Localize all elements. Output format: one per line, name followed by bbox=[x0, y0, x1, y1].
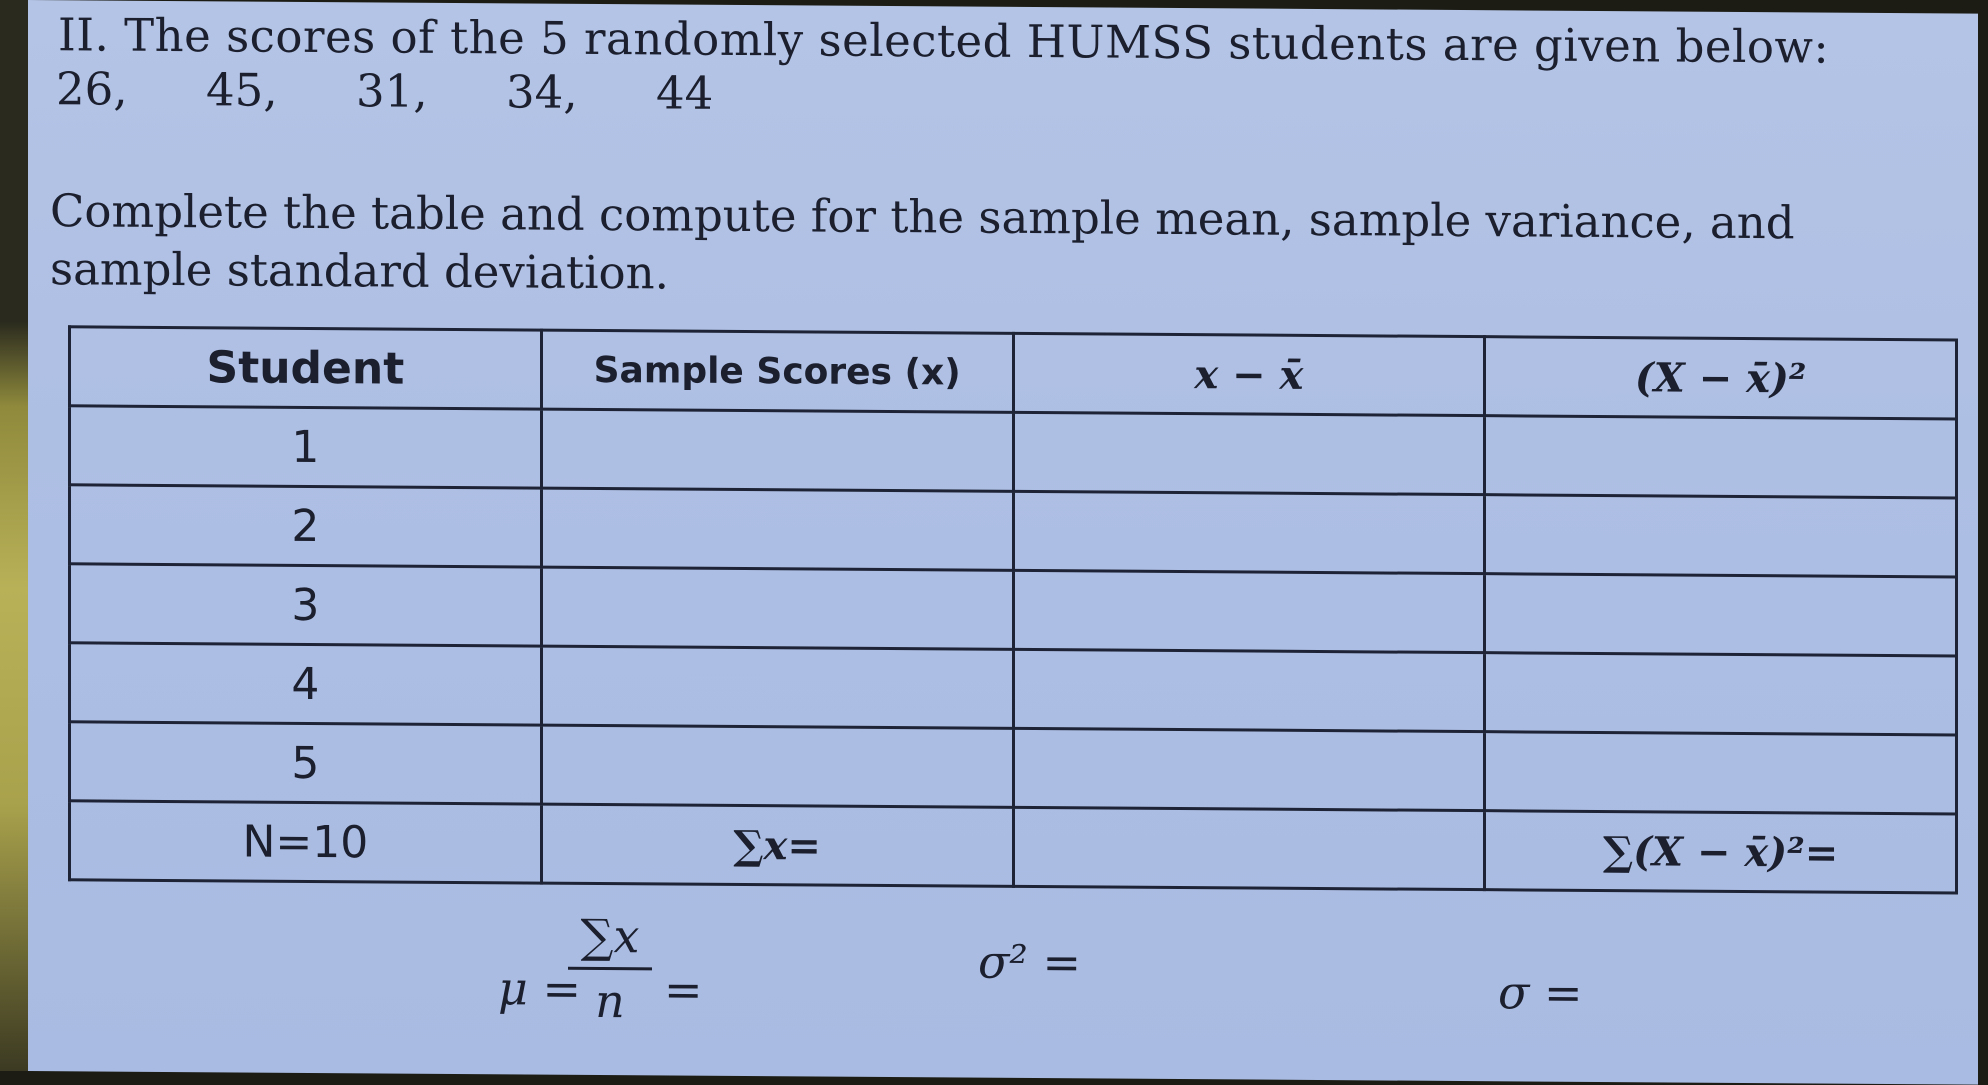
mean-numerator: ∑x bbox=[568, 909, 652, 971]
sample-score-cell[interactable] bbox=[541, 409, 1013, 491]
score-value: 26, bbox=[56, 62, 128, 116]
header-sample-scores: Sample Scores (x) bbox=[541, 330, 1013, 412]
std-dev-formula: σ = bbox=[1498, 965, 1583, 1020]
student-number: 1 bbox=[70, 406, 542, 488]
score-list bbox=[56, 62, 806, 120]
mean-formula-lhs: μ = bbox=[498, 961, 582, 1016]
mean-formula-rhs: = bbox=[664, 962, 703, 1017]
table-row bbox=[70, 485, 1957, 577]
score-value: 31, bbox=[356, 64, 428, 118]
header-student: Student bbox=[70, 327, 542, 409]
instructions: Complete the table and compute for the sample mean, sample variance, and sample standard deviation. bbox=[50, 184, 1795, 300]
deviation-cell[interactable] bbox=[1013, 649, 1485, 731]
mean-fraction bbox=[568, 909, 652, 1029]
sample-size-label: N=10 bbox=[70, 801, 542, 883]
footer-empty-cell bbox=[1013, 807, 1485, 889]
student-number: 2 bbox=[70, 485, 542, 567]
table-row bbox=[70, 722, 1957, 814]
header-squared-deviation: (X − x̄)² bbox=[1485, 337, 1957, 419]
question-title: II. The scores of the 5 randomly selected HUMSS students are given below: bbox=[58, 8, 1830, 74]
table-row bbox=[70, 406, 1957, 498]
table-footer-row bbox=[70, 801, 1957, 893]
student-number: 3 bbox=[70, 564, 542, 646]
squared-deviation-cell[interactable] bbox=[1485, 653, 1957, 735]
score-value: 34, bbox=[506, 65, 578, 119]
squared-deviation-cell[interactable] bbox=[1485, 574, 1957, 656]
score-value: 45, bbox=[206, 63, 278, 117]
deviation-cell[interactable] bbox=[1013, 728, 1485, 810]
score-table bbox=[68, 325, 1958, 894]
header-deviation: x − x̄ bbox=[1013, 333, 1485, 415]
sample-score-cell[interactable] bbox=[541, 488, 1013, 570]
student-number: 5 bbox=[70, 722, 542, 804]
sample-score-cell[interactable] bbox=[541, 646, 1013, 728]
deviation-cell[interactable] bbox=[1013, 491, 1485, 573]
variance-formula: σ² = bbox=[978, 934, 1082, 990]
table-row bbox=[70, 564, 1957, 656]
score-value: 44 bbox=[656, 66, 714, 120]
sum-x-label[interactable]: ∑x= bbox=[541, 804, 1013, 886]
student-number: 4 bbox=[70, 643, 542, 725]
mean-denominator: n bbox=[595, 973, 625, 1029]
squared-deviation-cell[interactable] bbox=[1485, 732, 1957, 814]
deviation-cell[interactable] bbox=[1013, 412, 1485, 494]
squared-deviation-cell[interactable] bbox=[1485, 416, 1957, 498]
deviation-cell[interactable] bbox=[1013, 570, 1485, 652]
squared-deviation-cell[interactable] bbox=[1485, 495, 1957, 577]
sum-squared-deviation-label[interactable]: ∑(X − x̄)²= bbox=[1485, 811, 1957, 893]
worksheet bbox=[28, 0, 1978, 1085]
table-header-row bbox=[70, 327, 1957, 419]
table-row bbox=[70, 643, 1957, 735]
sample-score-cell[interactable] bbox=[541, 725, 1013, 807]
sample-score-cell[interactable] bbox=[541, 567, 1013, 649]
